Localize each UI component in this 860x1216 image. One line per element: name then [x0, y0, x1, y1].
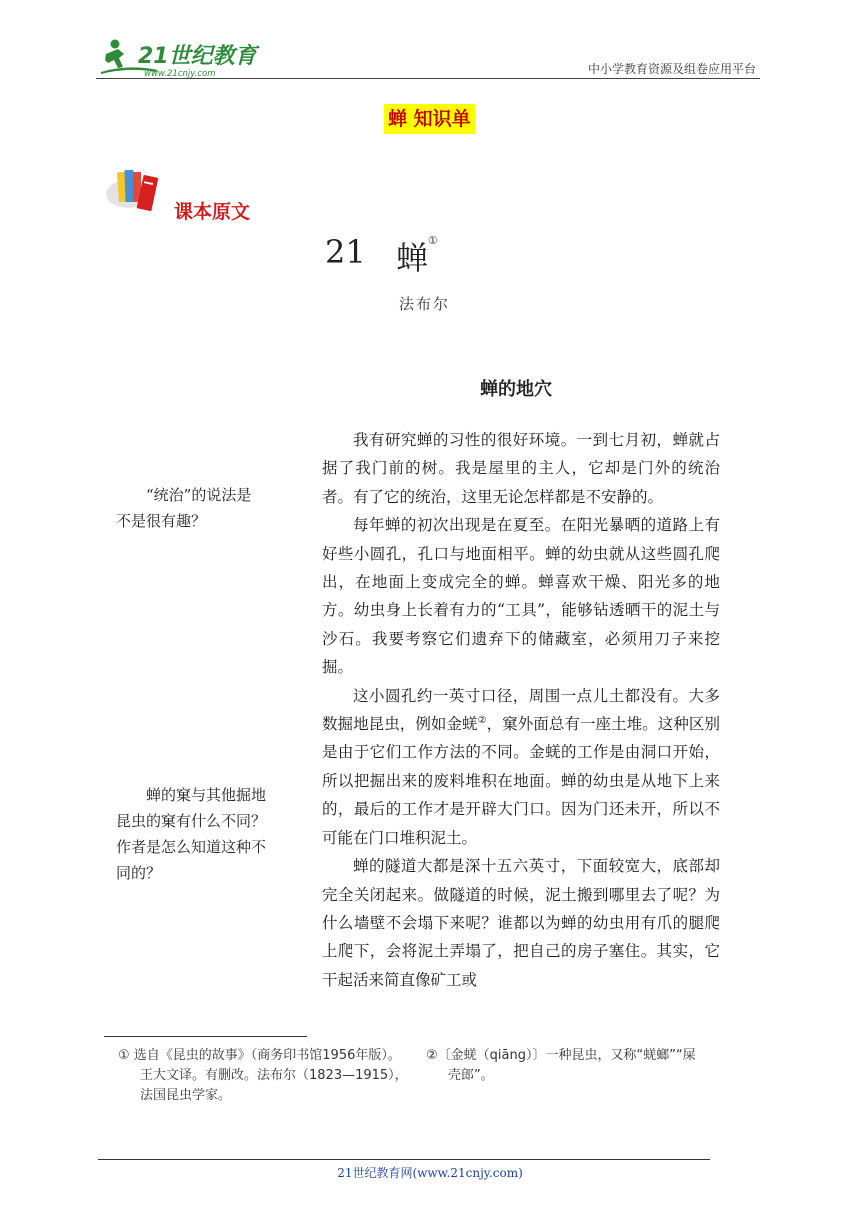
margin-note-line: 同的？ [116, 864, 162, 882]
section-subheading: 蝉的地穴 [480, 379, 552, 400]
paragraph: 蝉的隧道大都是深十五六英寸，下面较宽大，底部却完全关闭起来。做隧道的时候，泥土搬到哪里去了呢？为什么墙壁不会塌下来呢？谁都以为蝉的幼虫用有爪的腿爬上爬下，会将泥土弄塌了，把自己的房子塞住。其实，它干起活来简直像矿工或 [322, 857, 720, 989]
header-site-name: 中小学教育资源及组卷应用平台 [587, 62, 756, 76]
header-divider [96, 78, 760, 79]
chapter-footnote-marker: ① [428, 234, 438, 247]
21cnjy-logo [98, 36, 268, 78]
margin-note-line: “统治”的说法是 [146, 486, 252, 504]
footnote-line: ① 选自《昆虫的故事》（商务印书馆1956年版）。 [118, 1048, 401, 1063]
footnote-marker: ② [477, 714, 487, 726]
footnote-divider [104, 1036, 307, 1037]
footer-link[interactable]: 21世纪教育网(www.21cnjy.com) [337, 1166, 523, 1180]
margin-note-line: 不是很有趣？ [116, 512, 207, 530]
margin-note-line: 蝉的窠与其他掘地 [146, 786, 267, 804]
paragraph [322, 682, 720, 852]
chapter-author: 法布尔 [399, 295, 451, 313]
footnote [426, 1046, 696, 1086]
margin-note-line: 作者是怎么知道这种不 [116, 838, 267, 856]
article-body [322, 426, 720, 994]
paragraph-text: ，窠外面总有一座土堆。这种区别是由于它们工作方法的不同。金蜣的工作是由洞口开始，所以把掘出来的废料堆积在地面。蝉的幼虫是从地下上来的，最后的工作才是开辟大门口。因为门还未开，所以不可能在门口堆积泥土。 [322, 715, 720, 847]
margin-note [116, 782, 296, 886]
footnote [118, 1046, 408, 1106]
margin-note-line: 昆虫的窠有什么不同？ [116, 812, 267, 830]
chapter-title: 蝉 [396, 239, 429, 277]
logo-url: www.21cnjy.com [144, 69, 216, 78]
books-icon [104, 162, 168, 214]
footnote-line: 壳郎”。 [448, 1068, 494, 1083]
document-title: 蝉 知识单 [384, 104, 475, 134]
footnote-line: 王大文译。有删改。法布尔（1823—1915）， [140, 1068, 408, 1083]
footer-divider [98, 1159, 710, 1160]
paragraph: 我有研究蝉的习性的很好环境。一到七月初，蝉就占据了我门前的树。我是屋里的主人，它却是门外的统治者。有了它的统治，这里无论怎样都是不安静的。 [322, 431, 720, 506]
footnote-line: ②〔金蜣（qiāng）〕一种昆虫，又称“蜣螂”“屎 [426, 1048, 696, 1063]
logo-text: 21世纪教育 [138, 44, 257, 69]
chapter-number: 21 [325, 233, 366, 271]
paragraph-text: 这小圆孔约一英寸口径，周围一点儿土都没有。大多数掘地昆虫，例如金蜣 [322, 686, 720, 734]
footnote-line: 法国昆虫学家。 [140, 1088, 232, 1103]
margin-note [116, 482, 296, 534]
section-heading: 课本原文 [174, 201, 251, 223]
paragraph: 每年蝉的初次出现是在夏至。在阳光暴晒的道路上有好些小圆孔，孔口与地面相平。蝉的幼虫就从这些圆孔爬出，在地面上变成完全的蝉。蝉喜欢干燥、阳光多的地方。幼虫身上长着有力的“工具”，能够钻透晒干的泥土与沙石。我要考察它们遗弃下的储藏室，必须用刀子来挖掘。 [322, 516, 720, 677]
